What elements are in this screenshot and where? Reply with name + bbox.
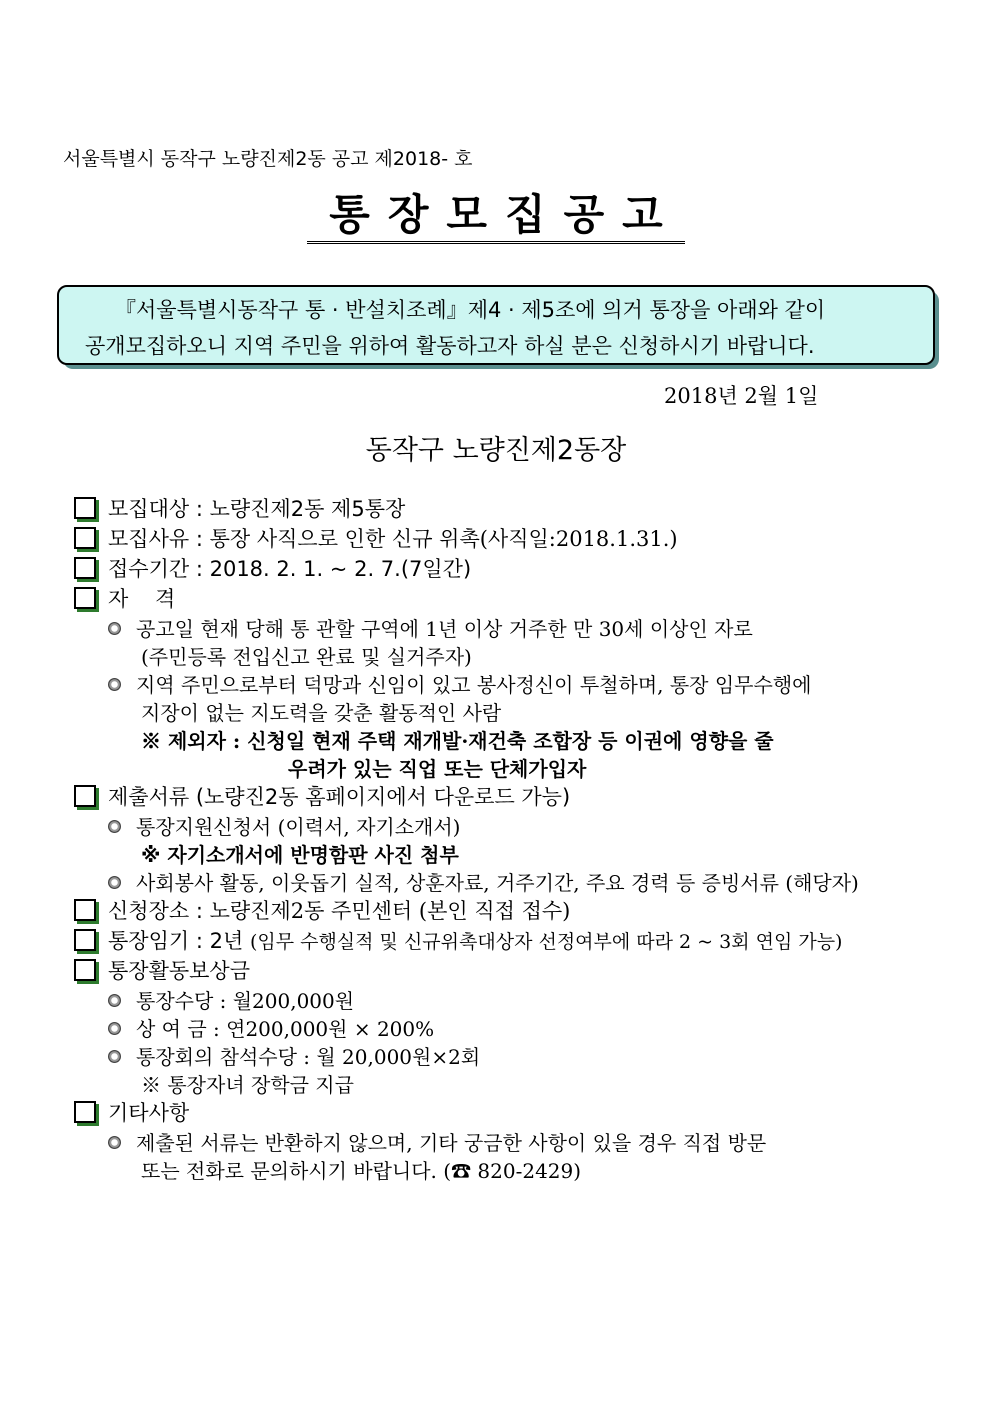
page-title: 통장모집공고 <box>0 182 992 242</box>
section-place: 신청장소 : 노량진제2동 주민센터 (본인 직접 접수) <box>74 895 570 925</box>
compensation-item-1: 통장수당 : 월200,000원 <box>108 985 354 1014</box>
exclusion-note-cont: 우려가 있는 직업 또는 단체가입자 <box>288 757 587 781</box>
bullet-icon <box>108 876 121 889</box>
issuer: 동작구 노량진제2동장 <box>365 435 627 466</box>
section-qualification: 자 격 <box>74 583 175 613</box>
bullet-icon <box>108 1022 121 1035</box>
checkbox-icon <box>74 899 96 921</box>
checkbox-icon <box>74 1101 96 1123</box>
section-term: 통장임기 : 2년 (임무 수행실적 및 신규위촉대상자 선정여부에 따라 2 ~ 3회 연임 가능) <box>74 925 842 955</box>
documents-item-1: 통장지원신청서 (이력서, 자기소개서) <box>108 811 460 840</box>
etc-item-cont: 또는 전화로 문의하시기 바랍니다. (☎ 820-2429) <box>141 1159 582 1183</box>
checkbox-icon <box>74 785 96 807</box>
qualification-item-2: 지역 주민으로부터 덕망과 신임이 있고 봉사정신이 투철하며, 통장 임무수행에 <box>108 669 811 698</box>
qualification-item-2-cont: 지장이 없는 지도력을 갖춘 활동적인 사람 <box>141 701 502 725</box>
checkbox-icon <box>74 587 96 609</box>
section-documents: 제출서류 (노량진2동 홈페이지에서 다운로드 가능) <box>74 781 570 811</box>
documents-item-2: 사회봉사 활동, 이웃돕기 실적, 상훈자료, 거주기간, 주요 경력 등 증빙서류 (해당자) <box>108 867 859 896</box>
compensation-note: ※ 통장자녀 장학금 지급 <box>141 1073 354 1097</box>
section-reason: 모집사유 : 통장 사직으로 인한 신규 위촉(사직일:2018.1.31.) <box>74 523 678 553</box>
bullet-icon <box>108 1136 121 1149</box>
bullet-icon <box>108 622 121 635</box>
section-period: 접수기간 : 2018. 2. 1. ~ 2. 7.(7일간) <box>74 553 471 583</box>
compensation-item-3: 통장회의 참석수당 : 월 20,000원×2회 <box>108 1041 480 1070</box>
intro-line-2: 공개모집하오니 지역 주민을 위하여 활동하고자 하실 분은 신청하시기 바랍니다. <box>85 334 815 358</box>
exclusion-note: ※ 제외자 : 신청일 현재 주택 재개발·재건축 조합장 등 이권에 영향을 줄 <box>141 729 774 753</box>
checkbox-icon <box>74 497 96 519</box>
notice-date: 2018년 2월 1일 <box>664 384 819 408</box>
notice-number: 서울특별시 동작구 노량진제2동 공고 제2018- 호 <box>63 148 473 170</box>
qualification-item-1: 공고일 현재 당해 통 관할 구역에 1년 이상 거주한 만 30세 이상인 자로 <box>108 613 753 642</box>
bullet-icon <box>108 994 121 1007</box>
intro-line-1: 『서울특별시동작구 통 · 반설치조례』제4 · 제5조에 의거 통장을 아래와 같이 <box>115 298 826 322</box>
checkbox-icon <box>74 929 96 951</box>
compensation-item-2: 상 여 금 : 연200,000원 × 200% <box>108 1013 434 1042</box>
checkbox-icon <box>74 527 96 549</box>
bullet-icon <box>108 678 121 691</box>
checkbox-icon <box>74 959 96 981</box>
section-target: 모집대상 : 노량진제2동 제5통장 <box>74 493 405 523</box>
checkbox-icon <box>74 557 96 579</box>
qualification-item-1-cont: (주민등록 전입신고 완료 및 실거주자) <box>141 645 472 669</box>
section-compensation: 통장활동보상금 <box>74 955 250 985</box>
etc-item: 제출된 서류는 반환하지 않으며, 기타 궁금한 사항이 있을 경우 직접 방문 <box>108 1127 766 1156</box>
bullet-icon <box>108 1050 121 1063</box>
documents-note: ※ 자기소개서에 반명함판 사진 첨부 <box>141 843 459 867</box>
section-etc: 기타사항 <box>74 1097 189 1127</box>
bullet-icon <box>108 820 121 833</box>
